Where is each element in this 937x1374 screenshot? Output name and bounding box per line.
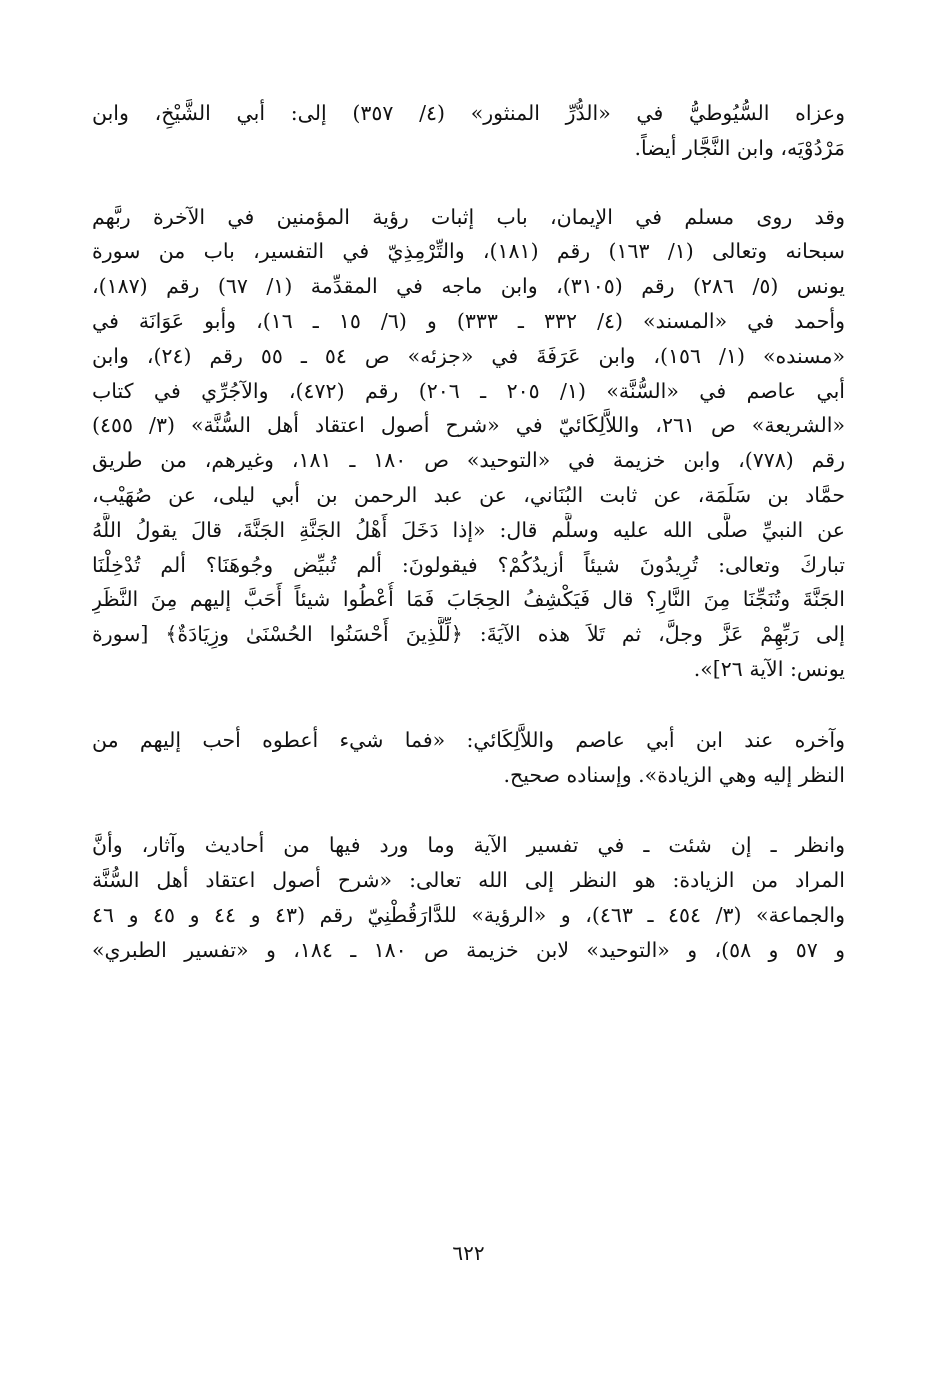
text-line: وآخره عند ابن أبي عاصم واللاَّلِكَائي: «فما شيء أعطوه أحب إليهم من [92,727,845,752]
text-line: مَرْدُوْيَه، وابن النَّجَّار أيضاً. [634,135,845,160]
text-line: و ٥٧ و ٥٨)، و «التوحيد» لابن خزيمة ص ١٨٠ ـ ١٨٤، و «تفسير الطبري» [92,937,845,962]
text-line: وعزاه السُّيُوطيُّ في «الدُّرِّ المنثور» (٤/ ٣٥٧) إلى: أبي الشَّيْخِ، وابن [92,101,845,125]
paragraph-3 [92,723,845,793]
text-line: سبحانه وتعالى (١/ ١٦٣) رقم (١٨١)، والتِّرْمِذِيّ في التفسير، باب من سورة [92,239,845,264]
text-line: رقم (٧٧٨)، وابن خزيمة في «التوحيد» ص ١٨٠ ـ ١٨١، وغيرهم، من طريق [92,448,845,473]
text-line: والجماعة» (٣/ ٤٥٤ ـ ٤٦٣)، و «الرؤية» للدَّارَقُطْنِيّ رقم (٤٣ و ٤٤ و ٤٥ و ٤٦ [92,902,845,927]
text-line: إلى رَبِّهِمْ عَزَّ وجلَّ، ثم تَلاَ هذه الآيَةَ: ﴿لِّلَّذِينَ أَحْسَنُوا الحُسْنَىٰ وزِيَادَةٌ﴾ [سورة [92,622,845,647]
page-body [92,96,845,968]
text-line: عن النبيِّ صلَّى الله عليه وسلَّم قال: «إذا دَخَلَ أَهْلُ الجَنَّةِ الجَنَّةَ، قالَ يقولُ اللَّهُ [92,517,845,542]
page-number: ٦٢٢ [452,1241,485,1265]
text-line: تباركَ وتعالى: تُرِيدُونَ شيئاً أزيدُكُمْ؟ فيقولونَ: ألم تُبيِّض وجُوهَنَا؟ ألم تُدْخِلْنَا [92,552,845,577]
text-line: يونس: الآية ٢٦]». [693,656,845,681]
text-line: حمَّاد بن سَلَمَة، عن ثابت البُنَاني، عن عبد الرحمن بن أبي ليلى، عن صُهَيْب، [92,482,845,507]
text-line: وانظر ـ إن شئت ـ في تفسير الآية وما ورد فيها من أحاديث وآثار، وأنَّ [92,833,845,858]
text-line: يونس (٥/ ٢٨٦) رقم (٣١٠٥)، وابن ماجه في المقدِّمة (١/ ٦٧) رقم (١٨٧)، [92,274,845,299]
text-line: أبي عاصم في «السُّنَّة» (١/ ٢٠٥ ـ ٢٠٦) رقم (٤٧٢)، والآجُرِّي في كتاب [92,378,845,403]
text-line: وأحمد في «المسند» (٤/ ٣٣٢ ـ ٣٣٣) و (٦/ ١٥ ـ ١٦)، وأبو عَوَانَة في [92,308,845,333]
paragraph-1 [92,96,845,166]
paragraph-2 [92,200,845,687]
text-line: المراد من الزيادة: هو النظر إلى الله تعالى: «شرح أصول اعتقاد أهل السُّنَّة [92,868,845,893]
text-line: النظر إليه وهي الزيادة». وإسناده صحيح. [503,762,845,787]
text-line: وقد روى مسلم في الإيمان، باب إثبات رؤية المؤمنين في الآخرة ربَّهم [92,204,845,229]
text-line: «الشريعة» ص ٢٦١، واللاَّلِكَائيّ في «شرح أصول اعتقاد أهل السُّنَّة» (٣/ ٤٥٥) [92,413,845,438]
text-line: الجَنَّةَ وتُنَجِّنَا مِنَ النَّارِ؟ قال فَيَكْشِفُ الحِجَابَ فَمَا أُعْطُوا شيئاً أَحَبَّ إليهم مِنَ النَّظَرِ [92,587,845,612]
text-line: «مسنده» (١/ ١٥٦)، وابن عَرَفَةَ في «جزئه» ص ٥٤ ـ ٥٥ رقم (٢٤)، وابن [92,343,845,368]
paragraph-4 [92,828,845,967]
